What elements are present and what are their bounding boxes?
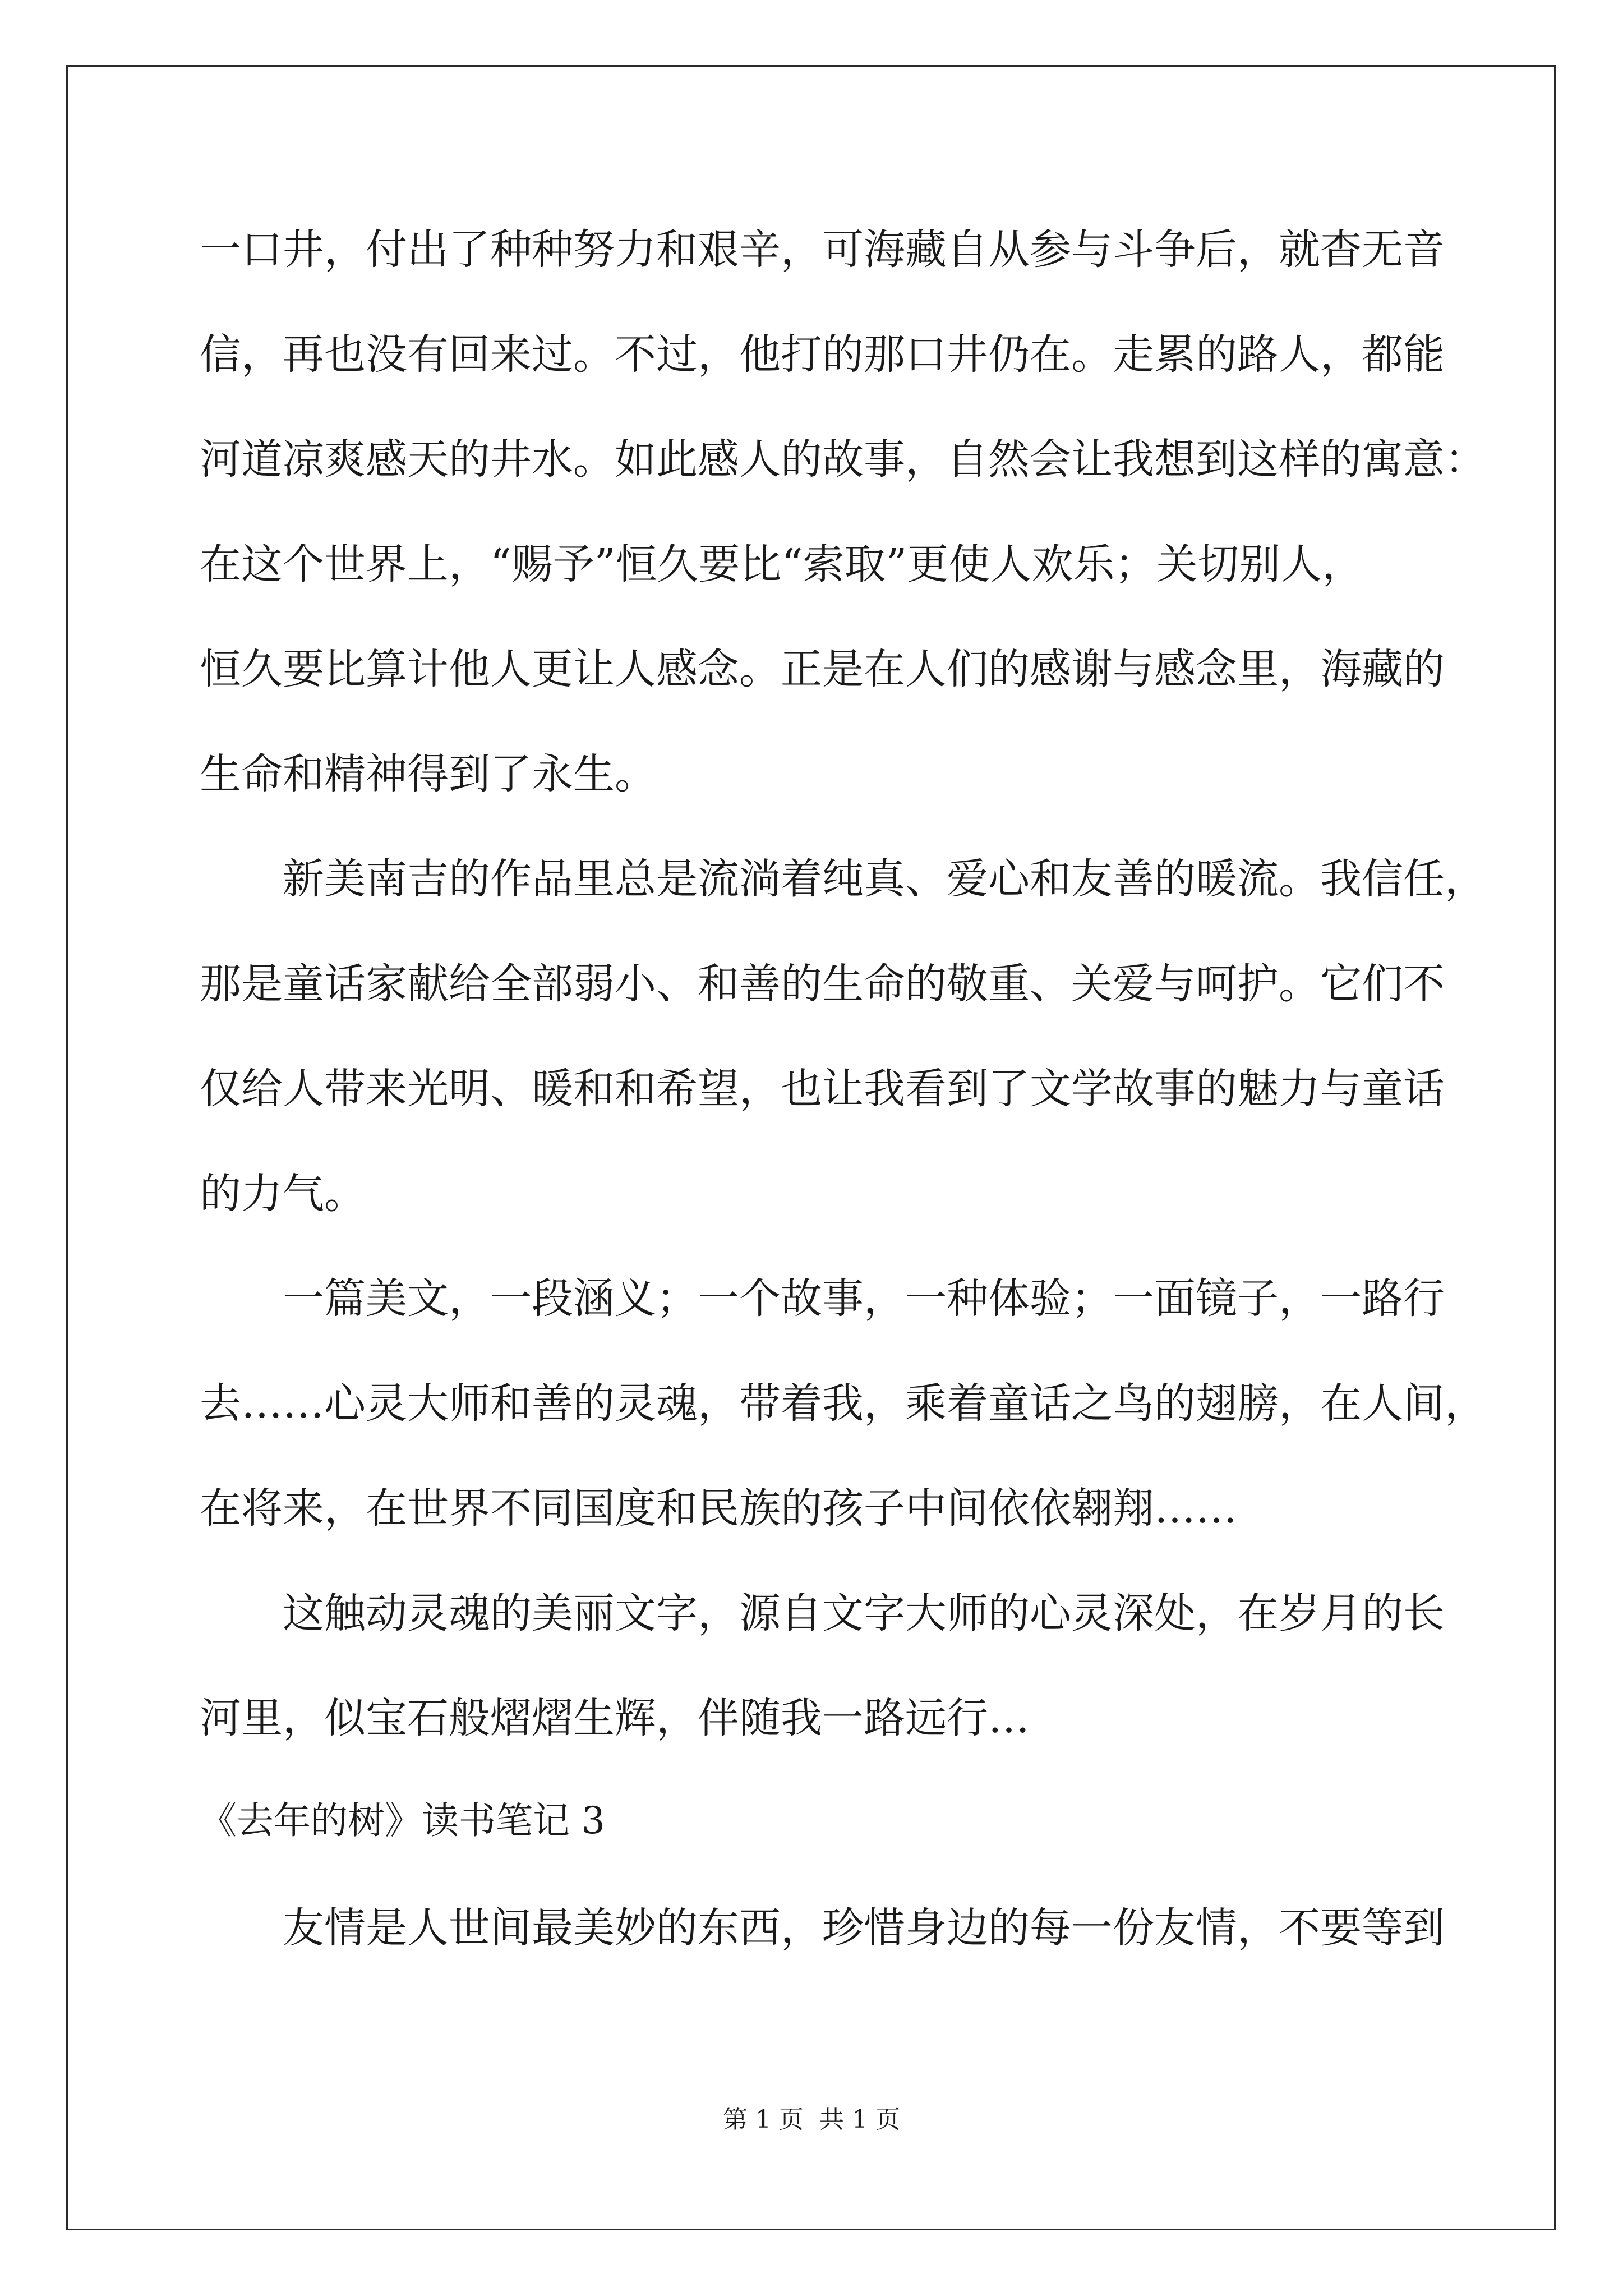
text-line: 仅给人带来光明、暖和和希望，也让我看到了文学故事的魅力与童话 bbox=[200, 1065, 1445, 1113]
text-line: 一口井，付出了种种努力和艰辛，可海藏自从参与斗争后，就杳无音 bbox=[200, 226, 1445, 274]
text-line: 一篇美文，一段涵义；一个故事，一种体验；一面镜子，一路行 bbox=[283, 1274, 1445, 1323]
total-pages: 共 1 页 bbox=[819, 2105, 900, 2134]
text-line: 信，再也没有回来过。不过，他打的那口井仍在。走累的路人，都能 bbox=[200, 330, 1445, 379]
text-line: 友情是人世间最美妙的东西，珍惜身边的每一份友情，不要等到 bbox=[283, 1904, 1445, 1952]
text-line: 恒久要比算计他人更让人感念。正是在人们的感谢与感念里，海藏的 bbox=[200, 645, 1445, 693]
text-line: 河里，似宝石般熠熠生辉，伴随我一路远行… bbox=[200, 1694, 1030, 1742]
text-line: 新美南吉的作品里总是流淌着纯真、爱心和友善的暖流。我信任， bbox=[283, 855, 1486, 903]
text-line: 生命和精神得到了永生。 bbox=[200, 750, 656, 798]
section-heading: 《去年的树》读书笔记 3 bbox=[200, 1799, 605, 1842]
text-line: 去……心灵大师和善的灵魂，带着我，乘着童话之鸟的翅膀，在人间， bbox=[200, 1379, 1486, 1428]
text-line: 这触动灵魂的美丽文字，源自文字大师的心灵深处，在岁月的长 bbox=[283, 1589, 1445, 1637]
page-footer bbox=[0, 2099, 1623, 2135]
text-line: 河道凉爽感天的井水。如此感人的故事，自然会让我想到这样的寓意： bbox=[200, 435, 1486, 484]
text-line: 那是童话家献给全部弱小、和善的生命的敬重、关爱与呵护。它们不 bbox=[200, 960, 1445, 1008]
text-line: 的力气。 bbox=[200, 1170, 366, 1218]
text-line: 在将来，在世界不同国度和民族的孩子中间依依翱翔…… bbox=[200, 1484, 1237, 1533]
page-number: 第 1 页 bbox=[723, 2105, 804, 2134]
text-line: 在这个世界上，“赐予”恒久要比“索取”更使人欢乐；关切别人， bbox=[200, 540, 1364, 588]
